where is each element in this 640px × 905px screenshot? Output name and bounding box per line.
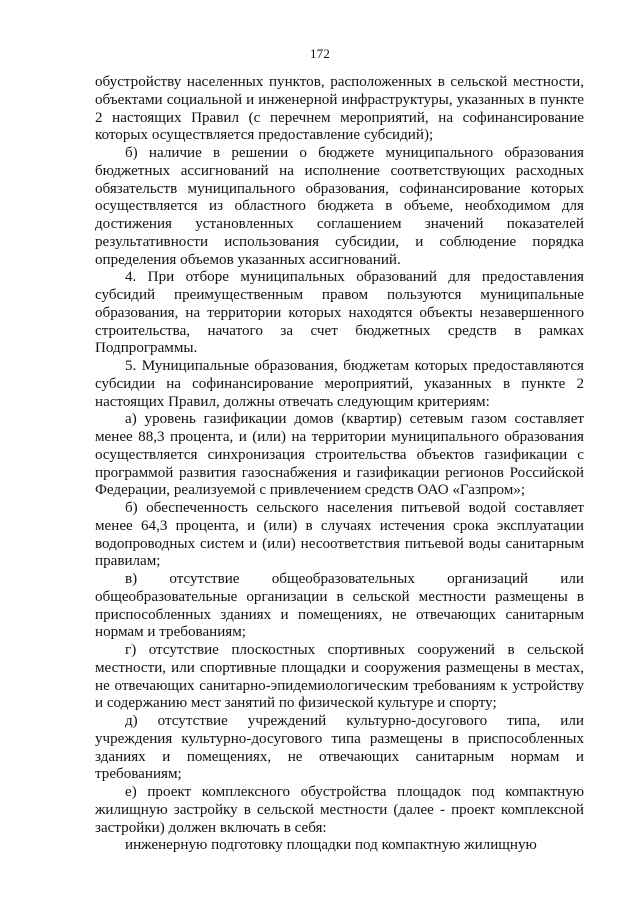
paragraph-section-4: 4. При отборе муниципальных образований для предоставления субсидий преимущественным правом пользуются муниципальные образования, на территории которых находятся объекты незавершенного строительства, начатого за счет бюджетных средств в рамках Подпрограммы. [95,269,584,357]
paragraph-criterion-b: б) обеспеченность сельского населения питьевой водой составляет менее 64,3 процента, и (или) в случаях истечения срока эксплуатации водопроводных систем и (или) несоответствия питьевой воды санитарным правилам; [95,500,584,570]
paragraph-section-5: 5. Муниципальные образования, бюджетам которых предоставляются субсидии на софинансирование мероприятий, указанных в пункте 2 настоящих Правил, должны отвечать следующим критериям: [95,358,584,410]
paragraph-criterion-a: а) уровень газификации домов (квартир) сетевым газом составляет менее 88,3 процента, и (или) на территории муниципального образования осуществляется синхронизация строительства объектов газификации с программой развития газоснабжения и газификации регионов Российской Федерации, реализуемой с привлечением средств ОАО «Газпром»; [95,411,584,499]
document-body [95,74,584,855]
paragraph-engineering-preparation: инженерную подготовку площадки под компактную жилищную [125,837,537,854]
paragraph-criterion-e: е) проект комплексного обустройства площадок под компактную жилищную застройку в сельской местности (далее - проект комплексной застройки) должен включать в себя: [95,784,584,836]
page-number: 172 [309,46,331,61]
paragraph-criterion-g: г) отсутствие плоскостных спортивных сооружений в сельской местности, или спортивные площадки и сооружения размещены в местах, не отвечающих санитарно-эпидемиологическим требованиям к устройству и содержанию мест занятий по физической культуре и спорту; [95,642,584,712]
paragraph-criterion-d: д) отсутствие учреждений культурно-досугового типа, или учреждения культурно-досугового типа размещены в приспособленных зданиях и помещениях, не отвечающих санитарным нормам и требованиям; [95,713,584,783]
paragraph-intro-continuation: обустройству населенных пунктов, расположенных в сельской местности, объектами социальной и инженерной инфраструктуры, указанных в пункте 2 настоящих Правил (с перечнем мероприятий, на софинансирование которых осуществляется предоставление субсидий); [95,74,584,144]
paragraph-item-b-budget: б) наличие в решении о бюджете муниципального образования бюджетных ассигнований на исполнение соответствующих расходных обязательств муниципального образования, софинансирование которых осуществляется из областного бюджета в объеме, необходимом для достижения установленных соглашением значений показателей результативности использования субсидии, и соблюдение порядка определения объемов указанных ассигнований. [95,145,584,268]
paragraph-criterion-v: в) отсутствие общеобразовательных организаций или общеобразовательные организации в сельской местности размещены в приспособленных зданиях и помещениях, не отвечающих санитарным нормам и требованиям; [95,571,584,641]
